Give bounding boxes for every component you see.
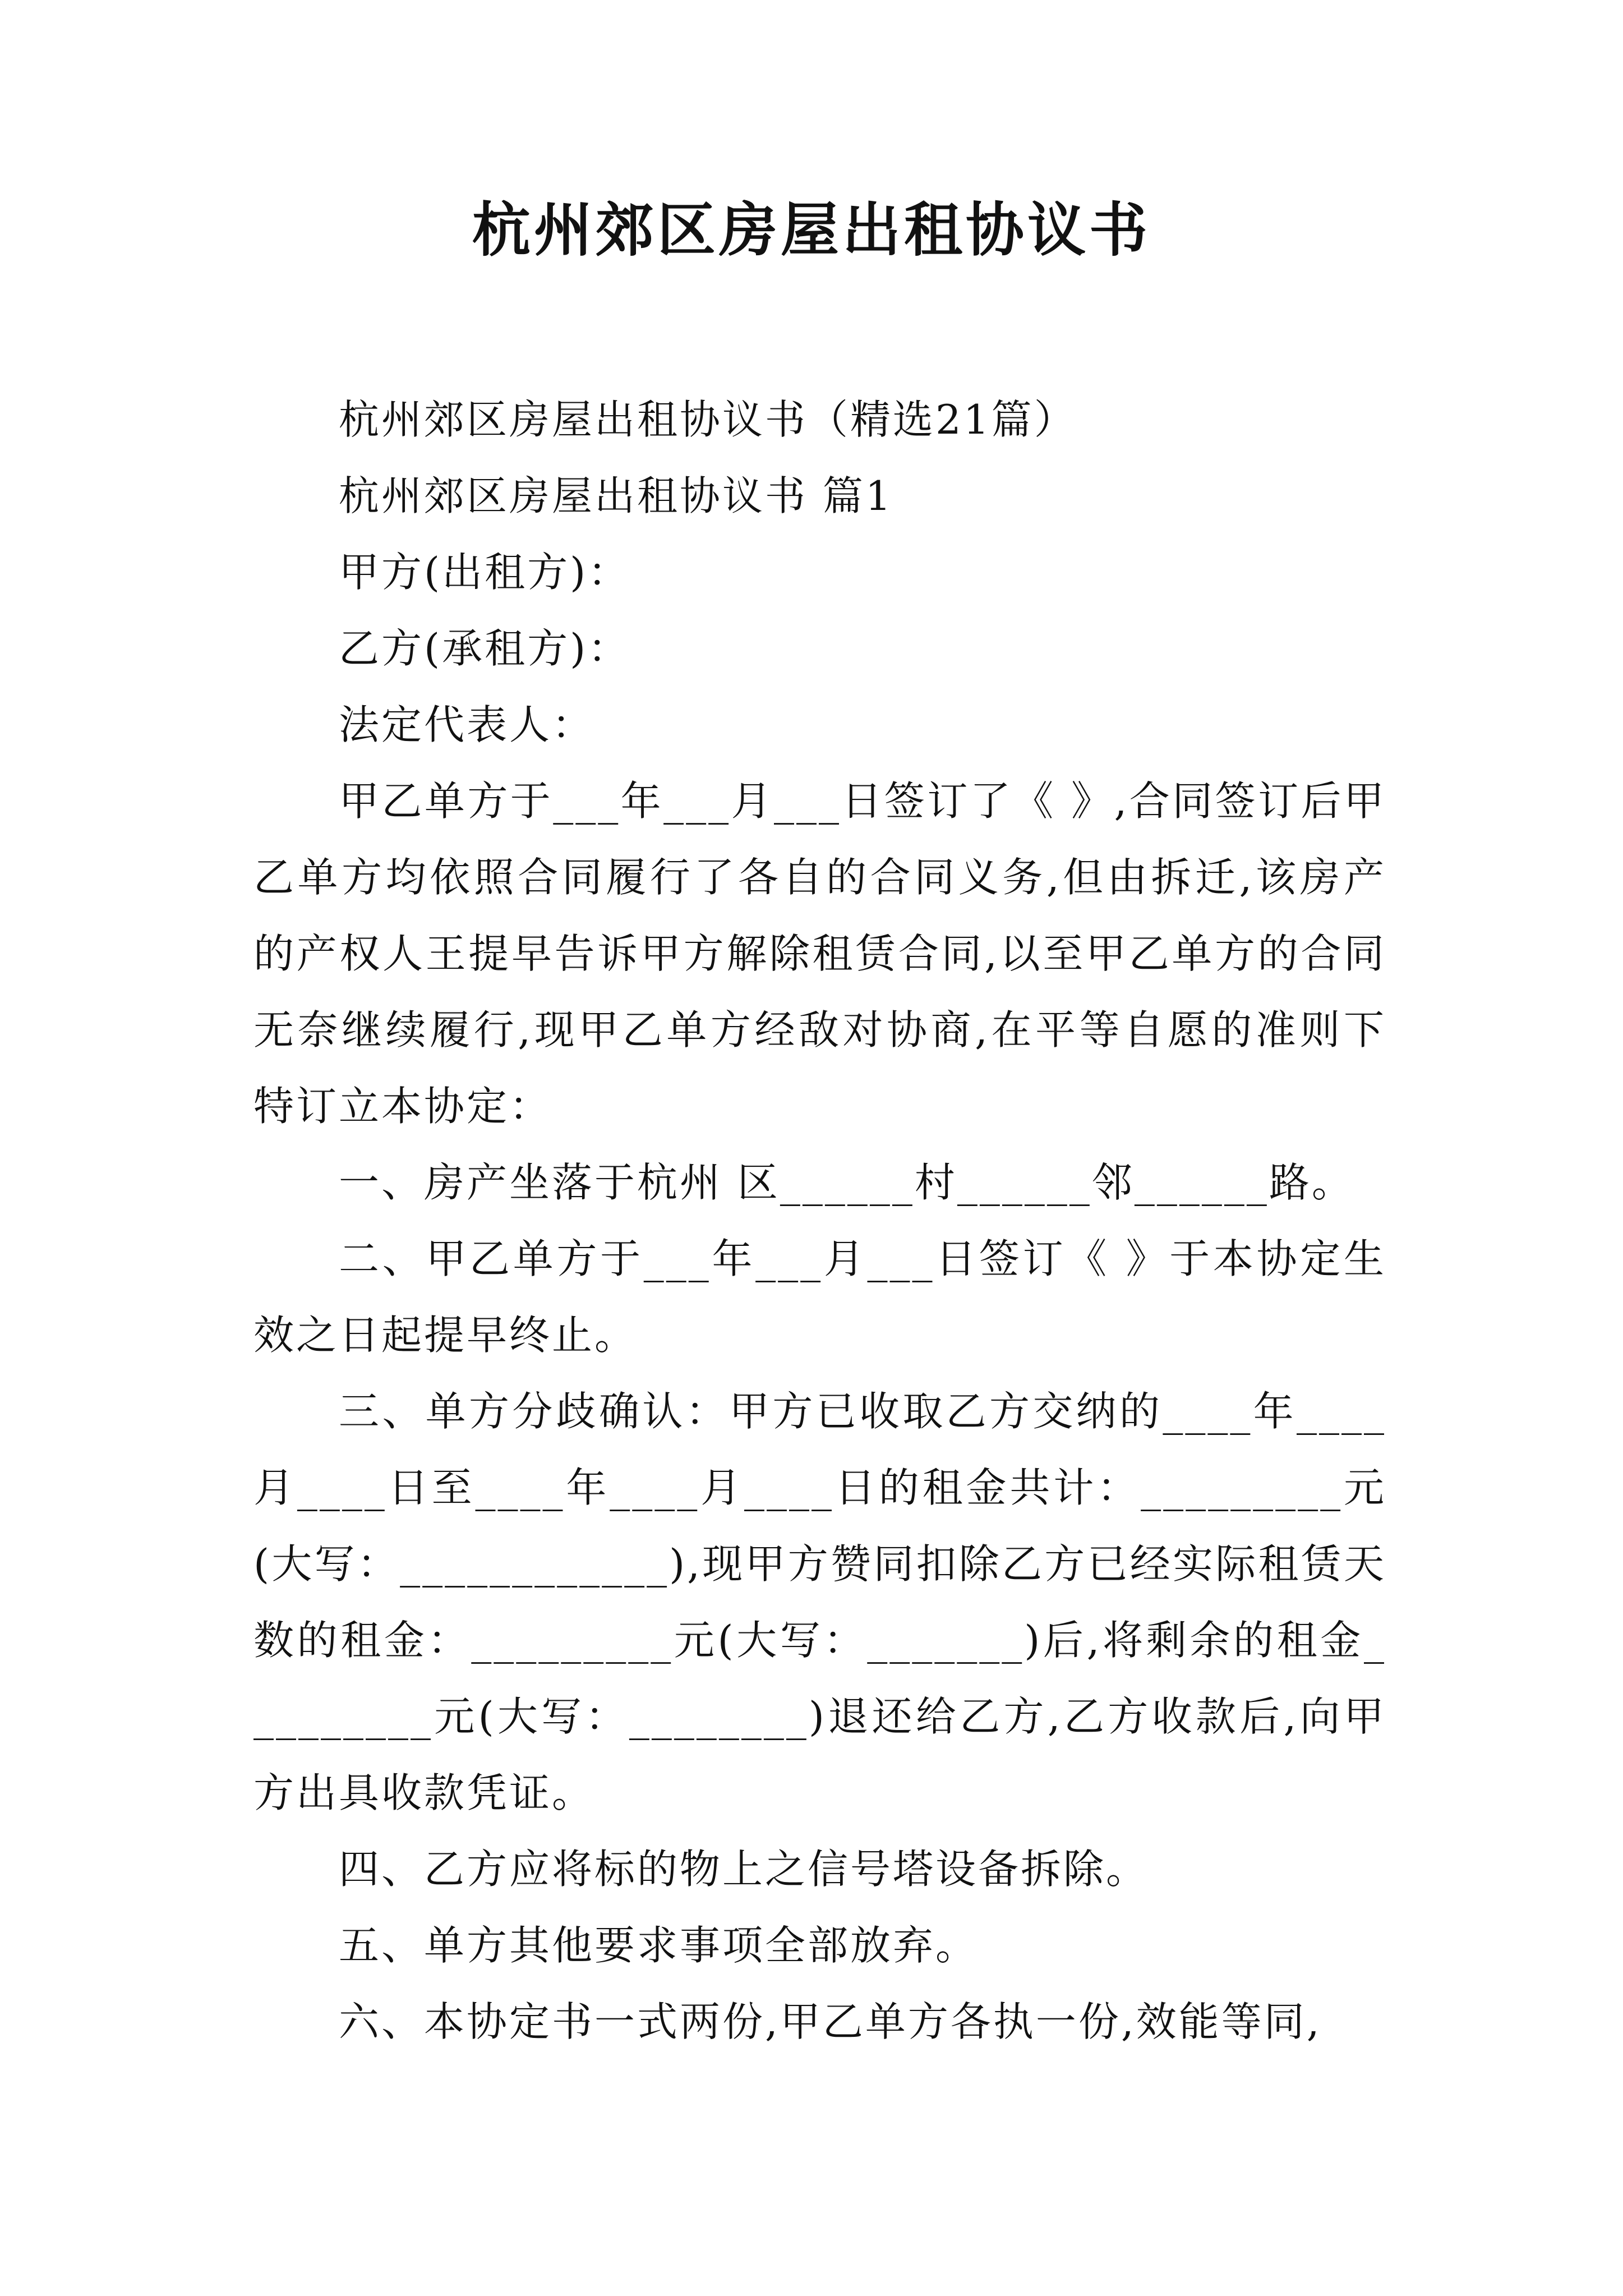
paragraph-clause-6: 六、本协定书一式两份,甲乙单方各执一份,效能等同, xyxy=(339,1998,1322,2045)
paragraph-preamble: 甲乙单方于___年___月___日签订了《 》,合同签订后甲乙单方均依照合同履行了各自的合同义务,但由拆迁,该房产的产权人王提早告诉甲方解除租赁合同,以至甲乙单方的合同无奈继续履行,现甲乙单方经敌对协商,在平等自愿的准则下特订立本协定： xyxy=(253,777,1386,1130)
paragraph-clause-3: 三、单方分歧确认：甲方已收取乙方交纳的____年____月____日至____年____月____日的租金共计：_________元(大写：____________),现甲方赞同扣除乙方已经实际租赁天数的租金：_________元(大写：_______)后,将剩余的租金_________元(大写：________)退还给乙方,乙方收款后,向甲方出具收款凭证。 xyxy=(253,1388,1386,1816)
paragraph-party-b: 乙方(承租方)： xyxy=(339,625,631,672)
document-body xyxy=(253,381,1386,2060)
paragraph-legal-representative: 法定代表人： xyxy=(339,701,595,748)
paragraph-clause-4: 四、乙方应将标的物上之信号塔设备拆除。 xyxy=(339,1846,1149,1893)
paragraph-subtitle: 杭州郊区房屋出租协议书（精选21篇） xyxy=(339,396,1077,443)
paragraph-party-a: 甲方(出租方)： xyxy=(339,549,631,596)
paragraph-clause-2: 二、甲乙单方于___年___月___日签订《 》于本协定生效之日起提早终止。 xyxy=(253,1235,1386,1359)
paragraph-section-heading: 杭州郊区房屋出租协议书 篇1 xyxy=(339,472,893,519)
paragraph-clause-1: 一、房产坐落于杭州 区______村______邻______路。 xyxy=(339,1159,1354,1206)
paragraph-clause-5: 五、单方其他要求事项全部放弃。 xyxy=(339,1922,979,1969)
document-title: 杭州郊区房屋出租协议书 xyxy=(472,195,1151,264)
